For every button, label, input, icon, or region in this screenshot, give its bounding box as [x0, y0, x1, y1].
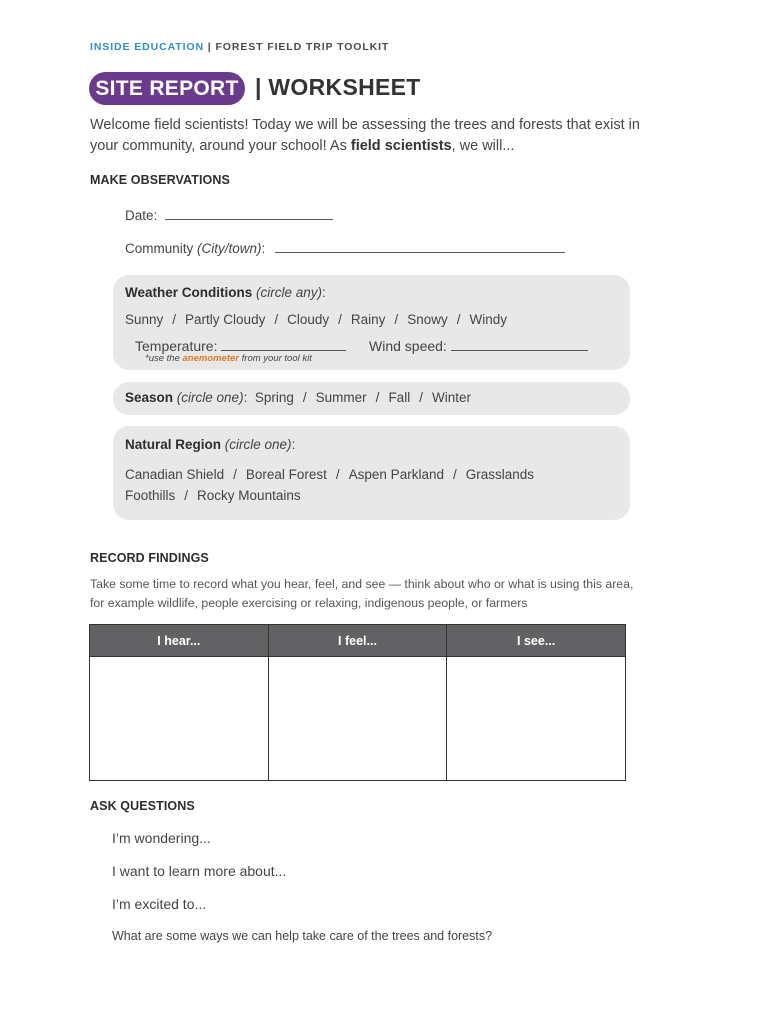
- weather-label: Weather Conditions: [125, 285, 253, 300]
- season-option[interactable]: Fall: [388, 390, 411, 405]
- findings-description: Take some time to record what you hear, feel, and see — think about who or what is using this area, for example wildlife, people exercising or relaxing, indigenous people, or farmers: [90, 577, 634, 610]
- season-row: [125, 390, 471, 405]
- community-field[interactable]: [125, 238, 565, 256]
- region-option[interactable]: Aspen Parkland: [348, 467, 444, 482]
- weather-options: [125, 312, 507, 327]
- separator: /: [375, 390, 380, 405]
- date-label: Date:: [125, 208, 158, 223]
- region-option[interactable]: Grasslands: [465, 467, 535, 482]
- region-hint: (circle one): [224, 437, 292, 452]
- season-label: Season: [125, 390, 174, 405]
- separator: /: [172, 312, 177, 327]
- temperature-input-line[interactable]: [221, 336, 346, 351]
- weather-option[interactable]: Rainy: [350, 312, 386, 327]
- temperature-label: Temperature:: [135, 338, 218, 354]
- community-label: Community: [125, 241, 198, 256]
- wind-speed-input-line[interactable]: [451, 336, 588, 351]
- see-entry-cell[interactable]: [447, 657, 626, 781]
- separator: /: [338, 312, 342, 327]
- region-option[interactable]: Rocky Mountains: [197, 488, 301, 503]
- weather-colon: :: [322, 285, 326, 300]
- question-prompt: I want to learn more about...: [112, 863, 287, 879]
- weather-heading: [125, 285, 326, 300]
- community-colon: :: [261, 241, 266, 256]
- temperature-field[interactable]: [135, 336, 346, 354]
- column-header-feel: I feel...: [268, 625, 447, 657]
- findings-table: [89, 624, 626, 781]
- region-option[interactable]: Foothills: [125, 488, 176, 503]
- wind-speed-label: Wind speed:: [369, 338, 447, 354]
- toolkit-header: [90, 41, 389, 53]
- column-header-hear: I hear...: [90, 625, 269, 657]
- separator: /: [184, 488, 189, 503]
- worksheet-title: | WORKSHEET: [255, 74, 421, 100]
- findings-entry-row: [90, 657, 626, 781]
- site-report-pill: SITE REPORT: [89, 72, 245, 105]
- hear-entry-cell[interactable]: [90, 657, 269, 781]
- weather-option[interactable]: Sunny: [125, 312, 164, 327]
- anemometer-highlight: anemometer: [182, 353, 239, 364]
- intro-text: Welcome field scientists! Today we will be assessing the trees and forests that exist in your community, around your school! As: [90, 117, 640, 154]
- separator: /: [452, 467, 457, 482]
- region-colon: :: [291, 437, 296, 452]
- wind-speed-field[interactable]: [369, 336, 588, 354]
- region-options-row-1: [125, 467, 534, 482]
- community-hint: (City/town): [197, 241, 262, 256]
- region-label: Natural Region: [125, 437, 222, 452]
- question-prompt: I’m wondering...: [112, 830, 211, 846]
- brand-name: INSIDE EDUCATION: [90, 41, 204, 53]
- separator: /: [335, 467, 340, 482]
- findings-header-row: [90, 625, 626, 657]
- final-question: What are some ways we can help take care of the trees and forests?: [112, 929, 493, 943]
- season-option[interactable]: Summer: [315, 390, 367, 405]
- date-input-line[interactable]: [165, 205, 333, 220]
- toolkit-name: FOREST FIELD TRIP TOOLKIT: [215, 41, 390, 53]
- intro-text-end: , we will...: [451, 138, 515, 154]
- intro-bold: field scientists: [350, 138, 452, 154]
- date-field[interactable]: [125, 205, 333, 223]
- season-colon: :: [243, 390, 248, 405]
- region-options-row-2: [125, 488, 301, 503]
- make-observations-heading: MAKE OBSERVATIONS: [90, 173, 230, 187]
- ask-questions-heading: ASK QUESTIONS: [90, 799, 195, 813]
- separator: /: [419, 390, 423, 405]
- community-input-line[interactable]: [275, 238, 565, 253]
- separator: /: [233, 467, 237, 482]
- weather-option[interactable]: Windy: [469, 312, 507, 327]
- weather-hint: (circle any): [256, 285, 323, 300]
- separator: /: [394, 312, 399, 327]
- header-separator: |: [207, 41, 212, 53]
- note-prefix: *use the: [145, 353, 183, 364]
- feel-entry-cell[interactable]: [268, 657, 447, 781]
- separator: /: [456, 312, 461, 327]
- intro-paragraph: [90, 115, 650, 157]
- note-suffix: from your tool kit: [239, 353, 312, 364]
- natural-region-heading: [125, 437, 295, 452]
- season-option[interactable]: Spring: [254, 390, 294, 405]
- question-prompt: I’m excited to...: [112, 896, 207, 912]
- season-hint: (circle one): [176, 390, 244, 405]
- region-option[interactable]: Canadian Shield: [125, 467, 225, 482]
- column-header-see: I see...: [447, 625, 626, 657]
- weather-option[interactable]: Snowy: [407, 312, 448, 327]
- anemometer-note: [145, 353, 312, 364]
- weather-option[interactable]: Partly Cloudy: [185, 312, 266, 327]
- separator: /: [274, 312, 279, 327]
- separator: /: [302, 390, 307, 405]
- weather-option[interactable]: Cloudy: [287, 312, 330, 327]
- region-option[interactable]: Boreal Forest: [245, 467, 327, 482]
- record-findings-heading: RECORD FINDINGS: [90, 551, 209, 565]
- season-option[interactable]: Winter: [431, 390, 471, 405]
